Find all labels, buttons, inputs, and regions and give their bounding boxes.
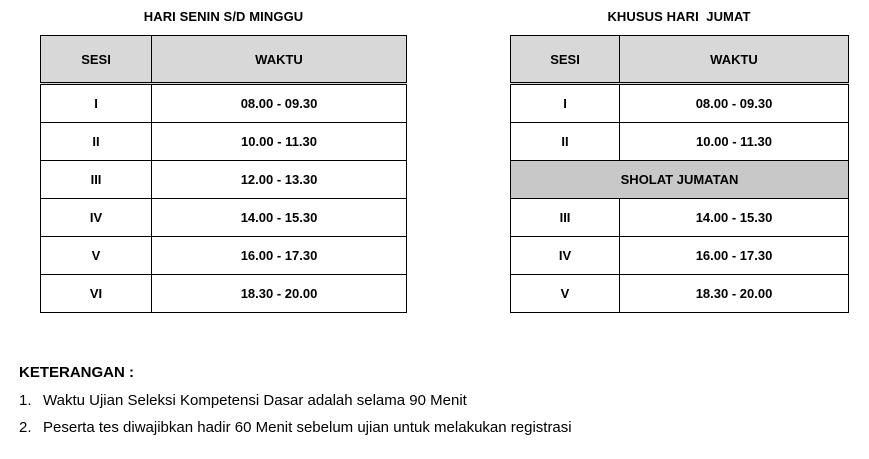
session-cell: I: [41, 84, 152, 123]
time-cell: 14.00 - 15.30: [620, 199, 849, 237]
time-column-header: WAKTU: [620, 36, 849, 84]
notes-list: [19, 392, 859, 437]
session-cell: VI: [41, 275, 152, 313]
table-row: [41, 237, 407, 275]
time-cell: 08.00 - 09.30: [620, 84, 849, 123]
session-column-header: SESI: [41, 36, 152, 84]
time-column-header: WAKTU: [152, 36, 407, 84]
table-row: [41, 199, 407, 237]
weekday-schedule-title: HARI SENIN S/D MINGGU: [143, 9, 304, 24]
session-cell: IV: [41, 199, 152, 237]
session-cell: II: [41, 123, 152, 161]
table-row: [41, 84, 407, 123]
time-cell: 16.00 - 17.30: [152, 237, 407, 275]
session-cell: II: [511, 123, 620, 161]
friday-schedule-table: [510, 35, 849, 313]
table-row: [511, 84, 849, 123]
table-row: [41, 123, 407, 161]
session-cell: V: [511, 275, 620, 313]
table-row: [41, 275, 407, 313]
session-cell: I: [511, 84, 620, 123]
table-row: [511, 237, 849, 275]
friday-prayer-band: SHOLAT JUMATAN: [511, 161, 849, 199]
list-item-text: Waktu Ujian Seleksi Kompetensi Dasar adalah selama 90 Menit: [43, 392, 467, 409]
friday-schedule-title: KHUSUS HARI JUMAT: [607, 9, 751, 24]
list-item: [19, 419, 859, 437]
time-cell: 08.00 - 09.30: [152, 84, 407, 123]
list-item-number: 2.: [19, 419, 32, 436]
table-row: [41, 161, 407, 199]
time-cell: 12.00 - 13.30: [152, 161, 407, 199]
table-header-row: [511, 36, 849, 84]
session-cell: III: [511, 199, 620, 237]
list-item: [19, 392, 859, 410]
time-cell: 10.00 - 11.30: [152, 123, 407, 161]
prayer-break-row: [511, 161, 849, 199]
time-cell: 16.00 - 17.30: [620, 237, 849, 275]
list-item-number: 1.: [19, 392, 32, 409]
notes-heading: KETERANGAN :: [19, 364, 134, 381]
session-column-header: SESI: [511, 36, 620, 84]
table-row: [511, 199, 849, 237]
table-header-row: [41, 36, 407, 84]
list-item-text: Peserta tes diwajibkan hadir 60 Menit sebelum ujian untuk melakukan registrasi: [43, 419, 572, 436]
time-cell: 18.30 - 20.00: [620, 275, 849, 313]
notes-section: [19, 364, 859, 446]
time-cell: 18.30 - 20.00: [152, 275, 407, 313]
table-row: [511, 123, 849, 161]
time-cell: 14.00 - 15.30: [152, 199, 407, 237]
session-cell: IV: [511, 237, 620, 275]
table-row: [511, 275, 849, 313]
weekday-schedule-table: [40, 35, 407, 313]
time-cell: 10.00 - 11.30: [620, 123, 849, 161]
session-cell: V: [41, 237, 152, 275]
session-cell: III: [41, 161, 152, 199]
